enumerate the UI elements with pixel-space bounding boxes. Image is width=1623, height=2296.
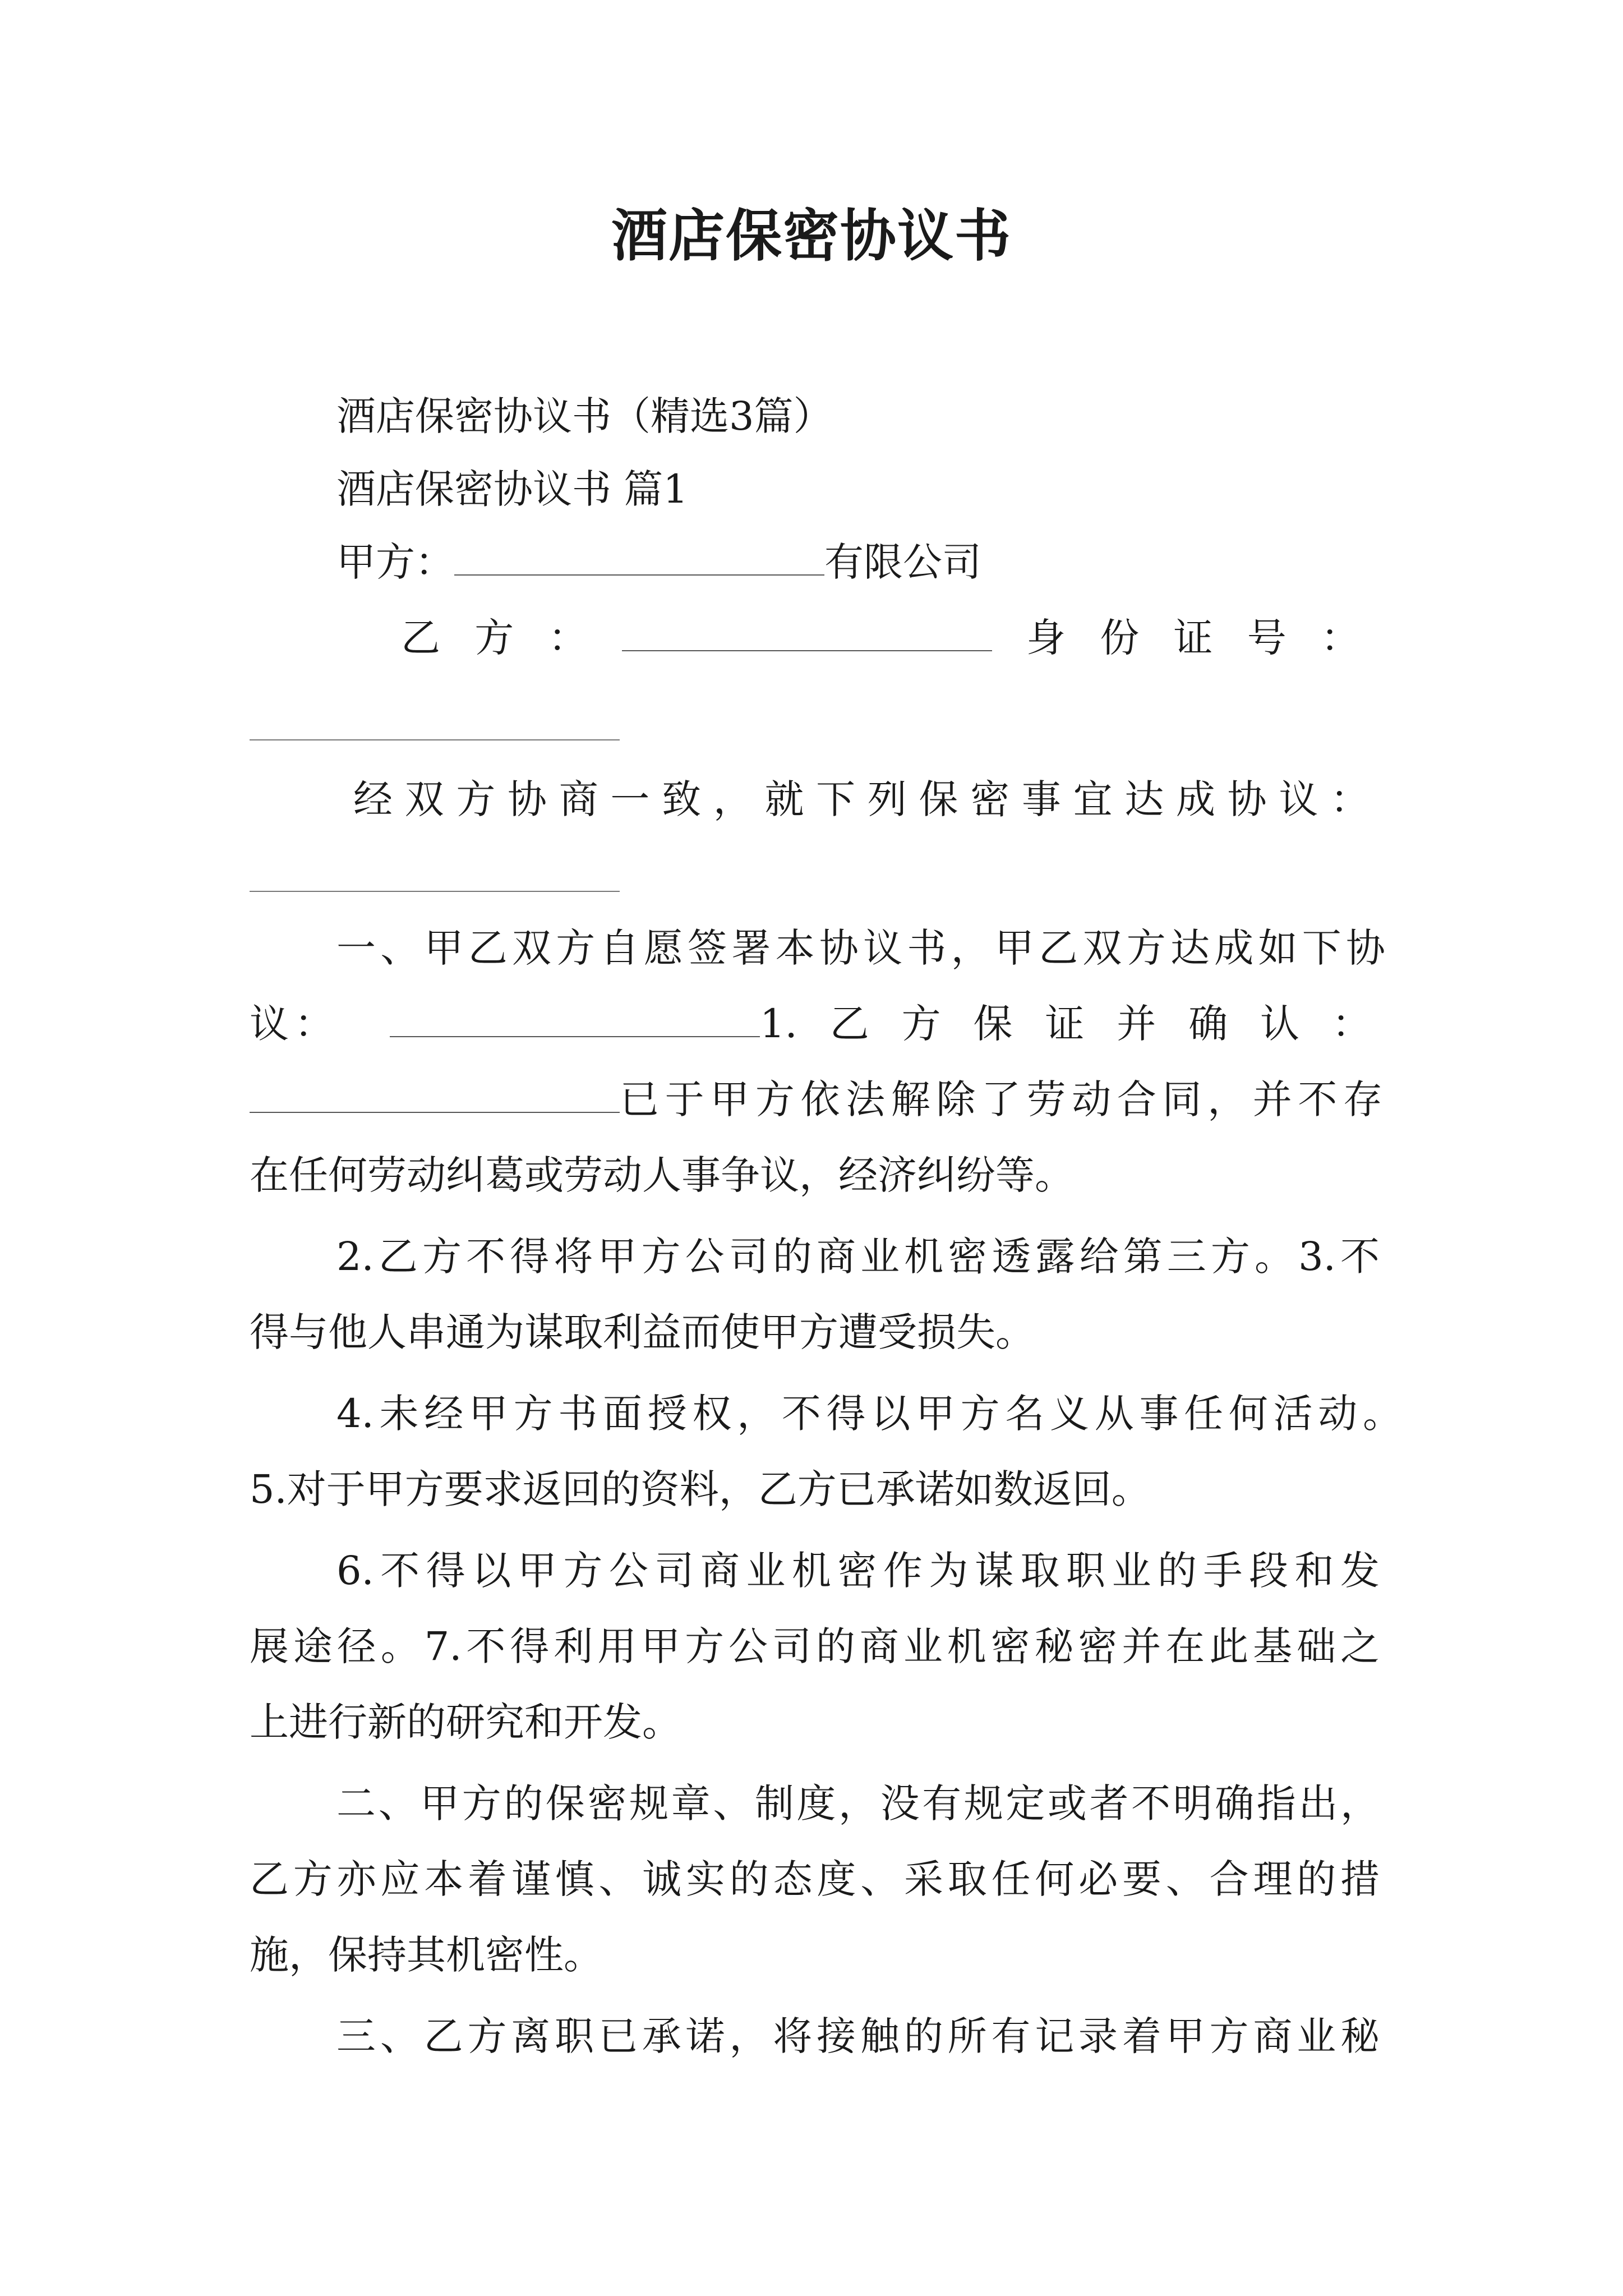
party-b-id-label-char: ： — [1321, 615, 1360, 661]
clause3-line1: 三、乙方离职已承诺，将接触的所有记录着甲方商业秘 — [336, 2013, 1380, 2059]
clause1-char: ： — [294, 1001, 334, 1047]
clause1-tail-char: 确 — [1188, 1001, 1228, 1047]
clause1-confirm-text — [760, 996, 1371, 1052]
party-b-blank — [622, 648, 992, 651]
clause1-tail-char: ： — [1331, 1001, 1371, 1047]
clause1-line3-text: 已于甲方依法解除了劳动合同，并不存 — [620, 1076, 1382, 1122]
document-subtitle: 酒店保密协议书（精选3篇） — [336, 393, 833, 439]
clause1-tail-char: 认 — [1260, 1001, 1300, 1047]
intro-blank — [250, 891, 620, 892]
clause1-tail-char: 保 — [973, 1001, 1013, 1047]
para6-line3: 上进行新的研究和开发。 — [250, 1699, 681, 1745]
section-heading: 酒店保密协议书 篇1 — [336, 466, 688, 512]
clause1-line3 — [250, 1071, 1382, 1128]
id-number-blank — [250, 739, 620, 740]
party-a-label: 甲方： — [336, 539, 454, 585]
party-b-id-label-char: 号 — [1247, 615, 1287, 661]
clause2-line2: 乙方亦应本着谨慎、诚实的态度、采取任何必要、合理的措 — [250, 1856, 1380, 1902]
para6-line1: 6.不得以甲方公司商业机密作为谋取职业的手段和发 — [336, 1548, 1380, 1594]
clause1-blank — [390, 1034, 760, 1037]
clause1-tail-char: 乙 — [829, 1001, 869, 1047]
para6-line2: 展途径。7.不得利用甲方公司的商业机密秘密并在此基础之 — [250, 1623, 1380, 1669]
clause1-tail-char: 并 — [1117, 1001, 1156, 1047]
party-b-line — [401, 610, 1360, 666]
para4-line1: 4.未经甲方书面授权，不得以甲方名义从事任何活动。 — [336, 1391, 1402, 1437]
party-a-blank — [454, 572, 824, 576]
party-b-id-label-char: 证 — [1173, 615, 1213, 661]
clause1-agreement-word — [250, 996, 334, 1052]
clause1-line1: 一、甲乙双方自愿签署本协议书，甲乙双方达成如下协 — [336, 925, 1385, 971]
clause1-tail-char: 1. — [760, 1001, 797, 1047]
party-b-label-char: ： — [548, 615, 588, 661]
clause2-line1: 二、甲方的保密规章、制度，没有规定或者不明确指出， — [336, 1780, 1380, 1826]
party-b-id-label-char: 身 — [1026, 615, 1066, 661]
intro-paragraph: 经双方协商一致，就下列保密事宜达成协议： — [353, 776, 1374, 822]
party-b-id-label-char: 份 — [1100, 615, 1140, 661]
clause1-line4: 在任何劳动纠葛或劳动人事争议，经济纠纷等。 — [250, 1152, 1074, 1198]
clause1-line3-blank — [250, 1110, 620, 1113]
clause1-tail-char: 方 — [901, 1001, 941, 1047]
party-a-line — [336, 534, 981, 590]
clause1-tail-char: 证 — [1045, 1001, 1085, 1047]
para2-line1: 2.乙方不得将甲方公司的商业机密透露给第三方。3.不 — [336, 1234, 1380, 1280]
clause1-line2 — [250, 996, 1371, 1052]
para2-line2: 得与他人串通为谋取利益而使甲方遭受损失。 — [250, 1309, 1035, 1355]
party-a-suffix: 有限公司 — [824, 539, 981, 585]
party-b-label-char: 方 — [474, 615, 514, 661]
document-title: 酒店保密协议书 — [611, 203, 1012, 269]
party-b-label-char: 乙 — [401, 615, 440, 661]
clause1-char: 议 — [250, 1001, 289, 1047]
para4-line2: 5.对于甲方要求返回的资料，乙方已承诺如数返回。 — [250, 1466, 1151, 1512]
clause2-line3: 施，保持其机密性。 — [250, 1932, 603, 1978]
